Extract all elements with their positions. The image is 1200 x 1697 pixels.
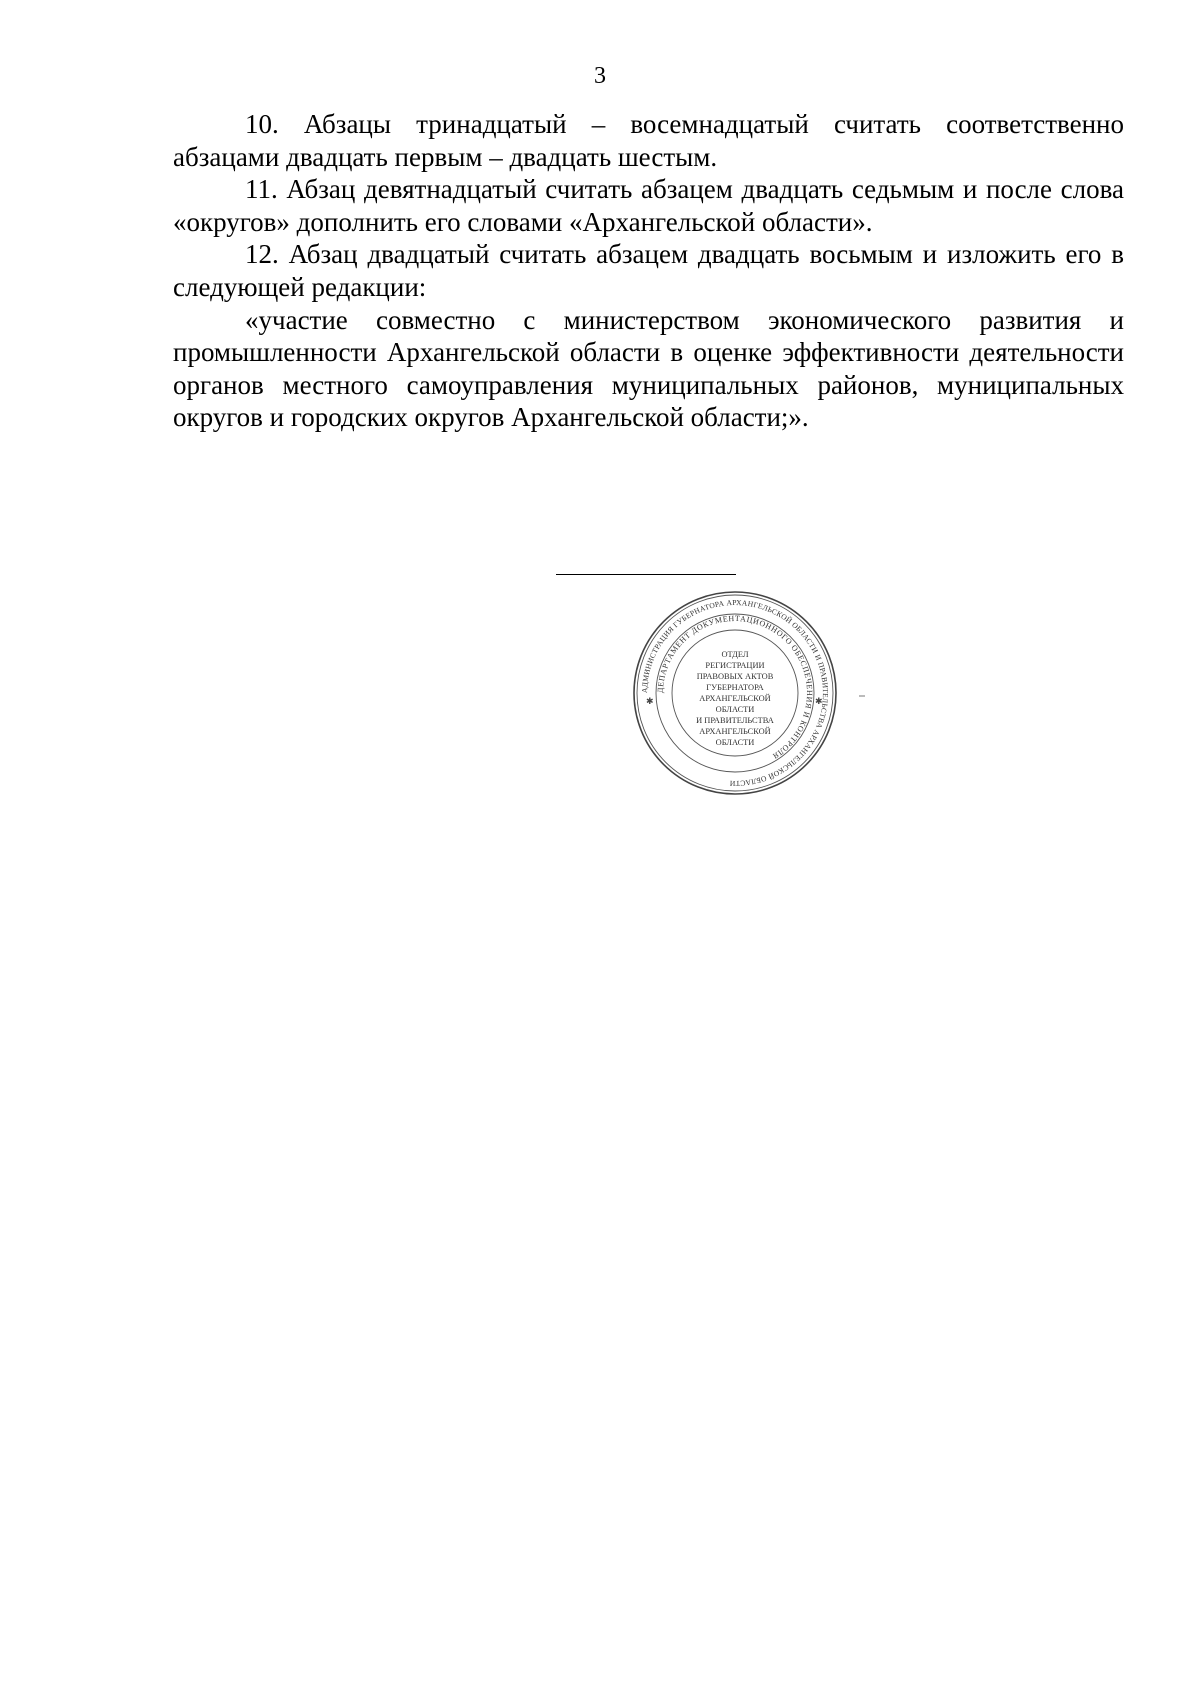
stamp-line-1: ОТДЕЛ [721,650,749,659]
stamp-line-4: ГУБЕРНАТОРА [706,683,764,692]
stamp-inner-ring-text: ДЕПАРТАМЕНТ ДОКУМЕНТАЦИОННОГО ОБЕСПЕЧЕНИЯ И КОНТРОЛЯ [655,613,815,761]
quoted-paragraph: «участие совместно с министерством экономического развития и промышленности Архангельской области в оценке эффективности деятельности органов местного самоуправления муниципальных районов, муниципальных округов и городских округов Архангельской области;». [173,304,1124,433]
stamp-outer-circle-2 [637,595,833,791]
stamp-line-7: И ПРАВИТЕЛЬСТВА [696,716,774,725]
stamp-line-5: АРХАНГЕЛЬСКОЙ [699,694,771,703]
stamp-line-3: ПРАВОВЫХ АКТОВ [696,672,774,681]
document-body [173,108,1124,434]
paragraph-10: 10. Абзацы тринадцатый – восемнадцатый считать соответственно абзацами двадцать первым – двадцать шестым. [173,109,1124,172]
stamp-outer-ring-text: АДМИНИСТРАЦИЯ ГУБЕРНАТОРА АРХАНГЕЛЬСКОЙ ОБЛАСТИ И ПРАВИТЕЛЬСТВА АРХАНГЕЛЬСКОЙ ОБЛАСТИ [639,597,831,789]
stamp-line-9: ОБЛАСТИ [715,738,755,747]
signature-line [556,574,736,575]
page-number: 3 [594,63,606,89]
stamp-center-text [696,650,774,747]
official-stamp [630,588,840,798]
paragraph-11: 11. Абзац девятнадцатый считать абзацем двадцать седьмым и после слова «округов» дополнить его словами «Архангельской области». [173,174,1124,237]
stamp-line-6: ОБЛАСТИ [715,705,755,714]
stamp-line-2: РЕГИСТРАЦИИ [705,661,765,670]
stamp-star-left: ✱ [646,696,654,706]
stamp-line-8: АРХАНГЕЛЬСКОЙ [699,727,771,736]
scan-mark [859,695,865,697]
paragraph-12: 12. Абзац двадцатый считать абзацем двадцать восьмым и изложить его в следующей редакции: [173,239,1124,302]
stamp-star-right: ✱ [815,696,823,706]
